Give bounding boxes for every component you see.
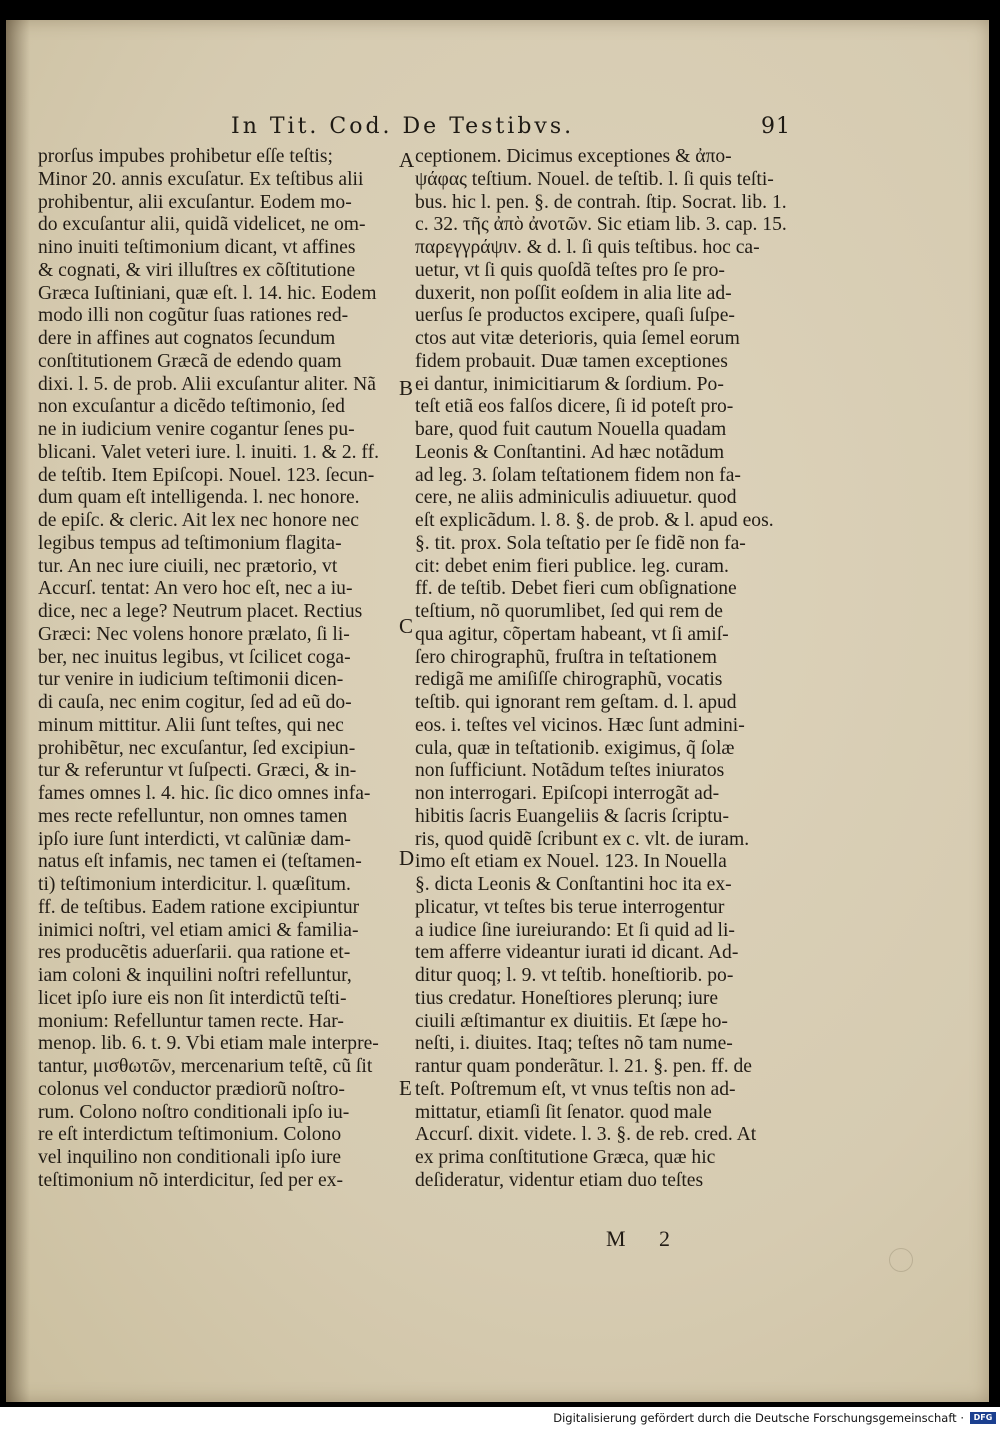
text-line: ditur quoq; l. 9. vt teſtib. honeſtiorib. po- <box>415 965 734 986</box>
text-line: §. tit. prox. Sola teſtatio per ſe fidẽ non fa- <box>415 532 746 554</box>
signature-mark: M 2 <box>606 1226 685 1251</box>
text-line: mittatur, etiamſi ſit ſenator. quod male <box>415 1101 712 1123</box>
text-line: uerſus ſe productos excipere, quaſi ſuſpe- <box>415 305 735 327</box>
text-line: bare, quod fuit cautum Nouella quadam <box>415 419 727 440</box>
running-head-title: In Tit. Cod. De Testibvs. <box>231 114 575 139</box>
text-line: non interrogari. Epiſcopi interrogãt ad- <box>415 783 720 804</box>
text-line: vel inquilino non conditionali ipſo iure <box>38 1147 342 1168</box>
text-line: Græci: Nec volens honore prælato, ſi li- <box>38 623 350 645</box>
text-line: ris, quod quidẽ ſcribunt ex c. vlt. de iuram. <box>415 828 750 850</box>
page-number: 91 <box>761 114 791 139</box>
book-page <box>6 20 989 1402</box>
text-line: a iudice ſine iureiurando: Et ſi quid ad li- <box>415 919 735 941</box>
text-line: teſt. Poſtremum eſt, vt vnus teſtis non ad- <box>415 1078 736 1100</box>
text-line: nino inuiti teſtimonium dicant, vt affines <box>38 237 356 258</box>
text-line: dum quam eſt intelligenda. l. nec honore. <box>38 487 360 509</box>
text-line: legibus tempus ad teſtimonium flagita- <box>38 532 342 554</box>
text-line: dixi. l. 5. de prob. Alii excuſantur aliter. Nã <box>38 373 376 395</box>
text-line: qua agitur, cõpertam habeant, vt ſi amiſ- <box>415 623 729 645</box>
library-stamp <box>889 1248 913 1272</box>
text-line: fames omnes l. 4. hic. ſic dico omnes infa- <box>38 783 371 804</box>
text-line: mes recte refelluntur, non omnes tamen <box>38 805 348 827</box>
text-line: re eſt interdictum teſtimonium. Colono <box>38 1124 342 1146</box>
text-line: fidem probauit. Duæ tamen exceptiones <box>415 350 728 372</box>
text-line: & cognati, & viri illuſtres ex cõſtitutione <box>38 259 356 281</box>
text-line: §. dicta Leonis & Conſtantini hoc ita ex- <box>415 874 732 895</box>
text-line: cere, ne aliis adminiculis adiuuetur. quod <box>415 487 737 509</box>
text-line: prohibentur, alii excuſantur. Eodem mo- <box>38 191 352 213</box>
text-line: eſt explicãdum. l. 8. §. de prob. & l. apud eos. <box>415 510 774 531</box>
running-head <box>231 114 791 144</box>
text-line: tius credatur. Honeſtiores plerunq; iure <box>415 987 719 1009</box>
text-line: de teſtib. Item Epiſcopi. Nouel. 123. ſecun- <box>38 464 375 486</box>
text-line: ff. de teſtibus. Eadem ratione excipiuntur <box>38 896 360 918</box>
text-line: modo illi non cogũtur ſuas rationes red- <box>38 305 349 327</box>
text-line: tem afferre videantur iurati id dicant. Ad- <box>415 942 739 964</box>
text-line: non excuſantur a dicẽdo teſtimonio, ſed <box>38 396 345 418</box>
text-line: dere in affines aut cognatos ſecundum <box>38 328 336 349</box>
text-line: inimici noſtri, vel etiam amici & familia- <box>38 919 359 941</box>
text-line: Minor 20. annis excuſatur. Ex teſtibus alii <box>38 168 364 190</box>
text-line: conſtitutionem Græcã de edendo quam <box>38 350 342 372</box>
text-line: do excuſantur alii, quidã videlicet, ne om- <box>38 214 366 236</box>
text-line: duxerit, non poſſit eoſdem in alia lite ad- <box>415 282 732 304</box>
text-line: Accurſ. dixit. videte. l. 3. §. de reb. cred. At <box>415 1124 757 1146</box>
text-line: colonus vel conductor prædiorũ noſtro- <box>38 1078 345 1100</box>
right-column <box>415 146 787 1193</box>
margin-marker-b: B <box>399 376 414 400</box>
text-line: menop. lib. 6. t. 9. Vbi etiam male interpre- <box>38 1033 379 1055</box>
text-line: redigã me amiſiſſe chirographũ, vocatis <box>415 669 723 691</box>
margin-marker-d: D <box>399 846 415 870</box>
text-line: minum mittitur. Alii ſunt teſtes, qui nec <box>38 714 344 736</box>
text-line: deſideratur, videntur etiam duo teſtes <box>415 1169 704 1191</box>
text-line: bus. hic l. pen. §. de contrah. ſtip. Socrat. lib. 1. <box>415 191 787 213</box>
text-line: tur & referuntur vt ſuſpecti. Græci, & in- <box>38 760 357 782</box>
text-line: teſtium, nõ quorumlibet, ſed qui rem de <box>415 601 723 622</box>
text-line: ſero chirographũ, fruſtra in teſtationem <box>415 646 717 668</box>
text-line: dice, nec a lege? Neutrum placet. Rectius <box>38 601 363 622</box>
text-line: non ſufficiunt. Notãdum teſtes iniuratos <box>415 760 725 782</box>
margin-marker-a: A <box>399 148 415 172</box>
text-line: res producẽtis aduerſarii. qua ratione et- <box>38 942 351 964</box>
text-line: teſtib. qui ignorant rem geſtam. d. l. apud <box>415 692 737 713</box>
text-line: blicani. Valet veteri iure. l. inuiti. 1. & 2. ff. <box>38 441 380 463</box>
text-line: ad leg. 3. ſolam teſtationem fidem non fa- <box>415 464 741 486</box>
text-line: c. 32. τῆς ἀπὸ ἀνοτῶν. Sic etiam lib. 3. cap. 15. <box>415 214 787 236</box>
text-line: cit: debet enim fieri publice. leg. curam. <box>415 555 729 577</box>
text-line: prorſus impubes prohibetur eſſe teſtis; <box>38 146 333 167</box>
binding-shadow <box>6 20 30 1402</box>
text-line: imo eſt etiam ex Nouel. 123. In Nouella <box>415 851 727 873</box>
text-line: ti) teſtimonium interdicitur. l. quæſitum. <box>38 874 351 895</box>
text-line: ψάφας teſtium. Nouel. de teſtib. l. ſi quis teſti- <box>415 168 774 190</box>
text-line: tur venire in iudicium teſtimonii dicen- <box>38 669 344 691</box>
dfg-logo: DFG <box>970 1412 996 1424</box>
text-line: cula, quæ in teſtationib. exigimus, q̃ ſolæ <box>415 737 735 759</box>
text-line: Leonis & Conſtantini. Ad hæc notãdum <box>415 441 725 463</box>
text-line: teſtimonium nõ interdicitur, ſed per ex- <box>38 1169 344 1191</box>
funding-notice: Digitalisierung gefördert durch die Deutsche Forschungsgemeinschaft · <box>553 1411 964 1425</box>
footer-bar <box>0 1407 1000 1431</box>
text-line: ei dantur, inimicitiarum & ſordium. Po- <box>415 373 724 395</box>
text-line: di cauſa, nec enim cogitur, ſed ad eũ do- <box>38 692 352 713</box>
text-line: eos. i. teſtes vel vicinos. Hæc ſunt admini- <box>415 714 745 736</box>
text-line: natus eſt infamis, nec tamen ei (teſtamen- <box>38 851 362 873</box>
text-line: ber, nec inuitus legibus, vt ſcilicet coga- <box>38 646 351 668</box>
text-line: neſti, i. diuites. Itaq; teſtes nõ tam nume- <box>415 1033 733 1055</box>
text-line: Accurſ. tentat: An vero hoc eſt, nec a iu- <box>38 578 353 600</box>
text-line: ceptionem. Dicimus exceptiones & ἀπο- <box>415 146 732 167</box>
margin-marker-c: C <box>399 614 414 638</box>
text-line: plicatur, vt teſtes bis terue interrogentur <box>415 896 725 918</box>
text-line: ciuili æſtimantur ex diuitiis. Et ſæpe ho- <box>415 1010 728 1032</box>
text-line: licet ipſo iure eis non ſit interdictũ teſti- <box>38 987 347 1009</box>
text-line: uetur, vt ſi quis quoſdã teſtes pro ſe pro- <box>415 259 725 281</box>
text-line: ff. de teſtib. Debet fieri cum obſignatione <box>415 578 737 600</box>
text-line: iam coloni & inquilini noſtri refelluntur, <box>38 965 352 986</box>
left-column <box>38 146 410 1193</box>
text-line: Græca Iuſtiniani, quæ eſt. l. 14. hic. Eodem <box>38 282 377 304</box>
text-line: ex prima conſtitutione Græca, quæ hic <box>415 1147 716 1168</box>
text-line: ipſo iure ſunt interdicti, vt calũniæ dam- <box>38 828 351 850</box>
text-line: teſt etiã eos falſos dicere, ſi id poteſt pro- <box>415 396 734 418</box>
text-line: ne in iudicium venire cogantur ſenes pu- <box>38 419 355 440</box>
text-line: de epiſc. & cleric. Ait lex nec honore nec <box>38 510 359 531</box>
text-line: prohibẽtur, nec excuſantur, ſed excipiun- <box>38 737 356 759</box>
text-line: παρεγγράψιν. & d. l. ſi quis teſtibus. hoc ca- <box>415 237 760 258</box>
text-line: tur. An nec iure ciuili, nec prætorio, vt <box>38 555 338 577</box>
text-line: tantur, μισθωτῶν, mercenarium teſtẽ, cũ ſit <box>38 1056 373 1077</box>
text-line: monium: Refelluntur tamen recte. Har- <box>38 1010 344 1032</box>
margin-marker-e: E <box>399 1076 412 1100</box>
text-line: ctos aut vitæ deterioris, quia ſemel eorum <box>415 328 740 349</box>
text-line: rantur quam ponderãtur. l. 21. §. pen. ff. de <box>415 1056 752 1077</box>
text-line: rum. Colono noſtro conditionali ipſo iu- <box>38 1101 350 1123</box>
text-line: hibitis ſacris Euangeliis & ſacris ſcriptu- <box>415 805 729 827</box>
